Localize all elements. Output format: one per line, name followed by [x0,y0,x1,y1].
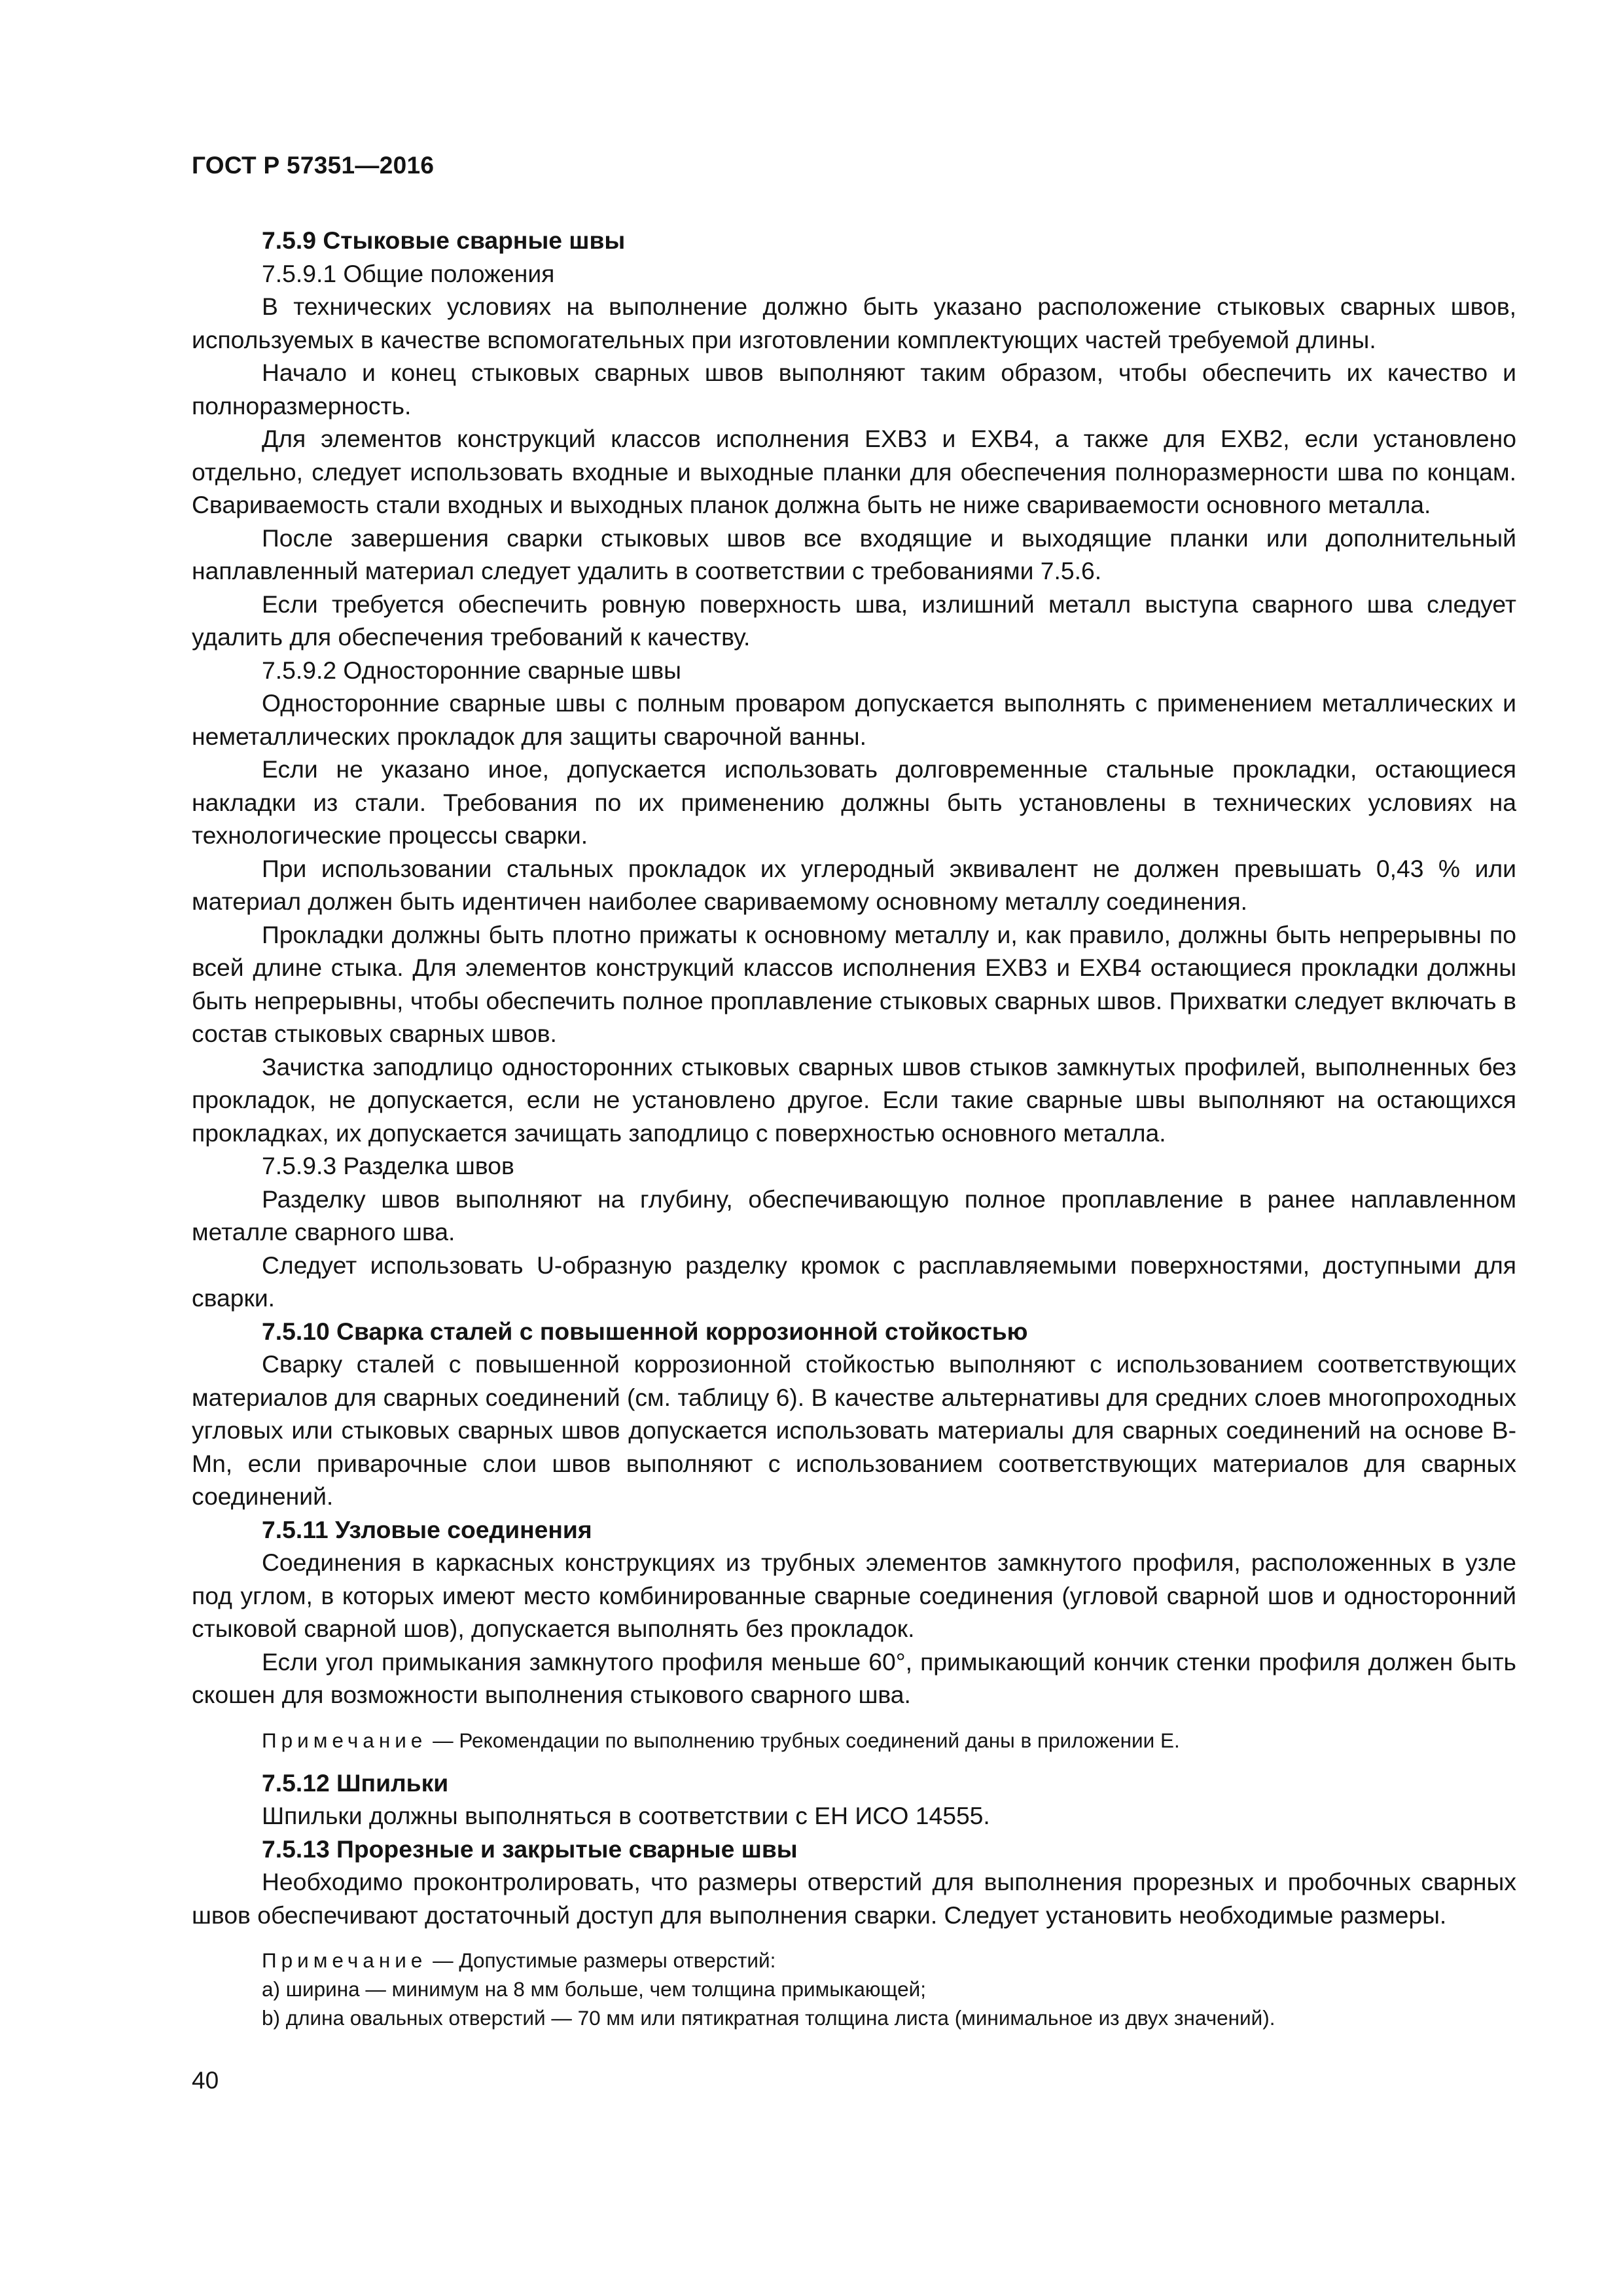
paragraph: Если угол примыкания замкнутого профиля меньше 60°, примыкающий кончик стенки профиля должен быть скошен для возможности выполнения стыкового сварного шва. [192,1647,1516,1708]
paragraph: Односторонние сварные швы с полным проваром допускается выполнять с применением металлических и неметаллических прокладок для защиты сварочной ванны. [192,689,1516,750]
paragraph: Сварку сталей с повышенной коррозионной стойкостью выполняют с использованием соответствующих материалов для сварных соединений (см. таблицу 6). В качестве альтернативы для средних слоев многопроходных угловых или стыковых сварных швов допускается использовать материалы для сварных соединений на основе B-Mn, если приварочные слои швов выполняют с использованием соответствующих материалов для сварных соединений. [192,1350,1516,1510]
paragraph: Разделку швов выполняют на глубину, обеспечивающую полное проплавление в ранее наплавленном металле сварного шва. [192,1185,1516,1246]
paragraph: Если требуется обеспечить ровную поверхность шва, излишний металл выступа сварного шва следует удалить для обеспечения требований к качеству. [192,590,1516,651]
section-heading: 7.5.13 Прорезные и закрытые сварные швы [262,1835,798,1863]
section-heading: 7.5.10 Сварка сталей с повышенной коррозионной стойкостью [262,1317,1028,1345]
section-7-5-12-to-7-5-13 [192,1767,1516,1932]
paragraph: Следует использовать U-образную разделку кромок с расплавляемыми поверхностями, доступными для сварки. [192,1251,1516,1312]
paragraph: 7.5.9.1 Общие положения [262,259,555,287]
note-text: — Рекомендации по выполнению трубных соединений даны в приложении Е. [427,1728,1180,1752]
paragraph: 7.5.9.2 Односторонние сварные швы [262,656,681,684]
paragraph: 7.5.9.3 Разделка швов [262,1152,514,1179]
paragraph: Шпильки должны выполняться в соответствии с ЕН ИСО 14555. [262,1802,990,1829]
paragraph: В технических условиях на выполнение должно быть указано расположение стыковых сварных швов, используемых в качестве вспомогательных при изготовлении комплектующих частей требуемой длины. [192,293,1516,353]
note-paragraph [192,1726,1516,1755]
paragraph: Зачистка заподлицо односторонних стыковых сварных швов стыков замкнутых профилей, выполненных без прокладок, не допускается, если не установлено другое. Если такие сварные швы выполняют на остающихся прокладках, их допускается зачищать заподлицо с поверхностью основного металла. [192,1052,1516,1147]
section-heading: 7.5.11 Узловые соединения [262,1515,592,1543]
note-label: Примечание [262,1948,427,1972]
paragraph: Необходимо проконтролировать, что размеры отверстий для выполнения прорезных и пробочных сварных швов обеспечивают достаточный доступ для выполнения сварки. Следует установить необходимые размеры. [192,1868,1516,1929]
note-label: Примечание [262,1728,427,1752]
page-number: 40 [192,2067,219,2094]
paragraph: После завершения сварки стыковых швов все входящие и выходящие планки или дополнительный наплавленный материал следует удалить в соответствии с требованиями 7.5.6. [192,524,1516,584]
note-item-b: b) длина овальных отверстий — 70 мм или пятикратная толщина листа (минимальное из двух значений). [262,2006,1275,2030]
note-item-a: a) ширина — минимум на 8 мм больше, чем толщина примыкающей; [262,1977,926,2001]
paragraph: Если не указано иное, допускается использовать долговременные стальные прокладки, остающиеся накладки из стали. Требования по их применению должны быть установлены в технических условиях на технологические процессы сварки. [192,755,1516,849]
paragraph: При использовании стальных прокладок их углеродный эквивалент не должен превышать 0,43 % или материал должен быть идентичен наиболее свариваемому основному металлу соединения. [192,854,1516,915]
paragraph: Прокладки должны быть плотно прижаты к основному металлу и, как правило, должны быть непрерывны по всей длине стыка. Для элементов конструкций классов исполнения EXB3 и EXB4 остающиеся прокладки должны быть непрерывны, чтобы обеспечить полное проплавление стыковых сварных швов. Прихватки следует включать в состав стыковых сварных швов. [192,920,1516,1047]
paragraph: Соединения в каркасных конструкциях из трубных элементов замкнутого профиля, расположенных в узле под углом, в которых имеют место комбинированные сварные соединения (угловой сварной шов и односторонний стыковой сварной шов), допускается выполнять без прокладок. [192,1549,1516,1642]
paragraph: Для элементов конструкций классов исполнения EXB3 и EXB4, а также для EXB2, если установлено отдельно, следует использовать входные и выходные планки для обеспечения полноразмерности шва по концам. Свариваемость стали входных и выходных планок должна быть не ниже свариваемости основного металла. [192,425,1516,518]
note-tube-joints [192,1726,1516,1755]
paragraph: Начало и конец стыковых сварных швов выполняют таким образом, чтобы обеспечить их качество и полноразмерность. [192,359,1516,420]
note-text: — Допустимые размеры отверстий: [427,1948,776,1972]
document-header: ГОСТ Р 57351—2016 [192,152,435,179]
document-body [192,224,1516,2032]
section-7-5-9-to-7-5-11 [192,224,1516,1712]
section-heading: 7.5.9 Стыковые сварные швы [262,226,626,254]
note-hole-sizes [192,1946,1516,2032]
note-paragraph [192,1946,1516,1975]
section-heading: 7.5.12 Шпильки [262,1768,449,1797]
